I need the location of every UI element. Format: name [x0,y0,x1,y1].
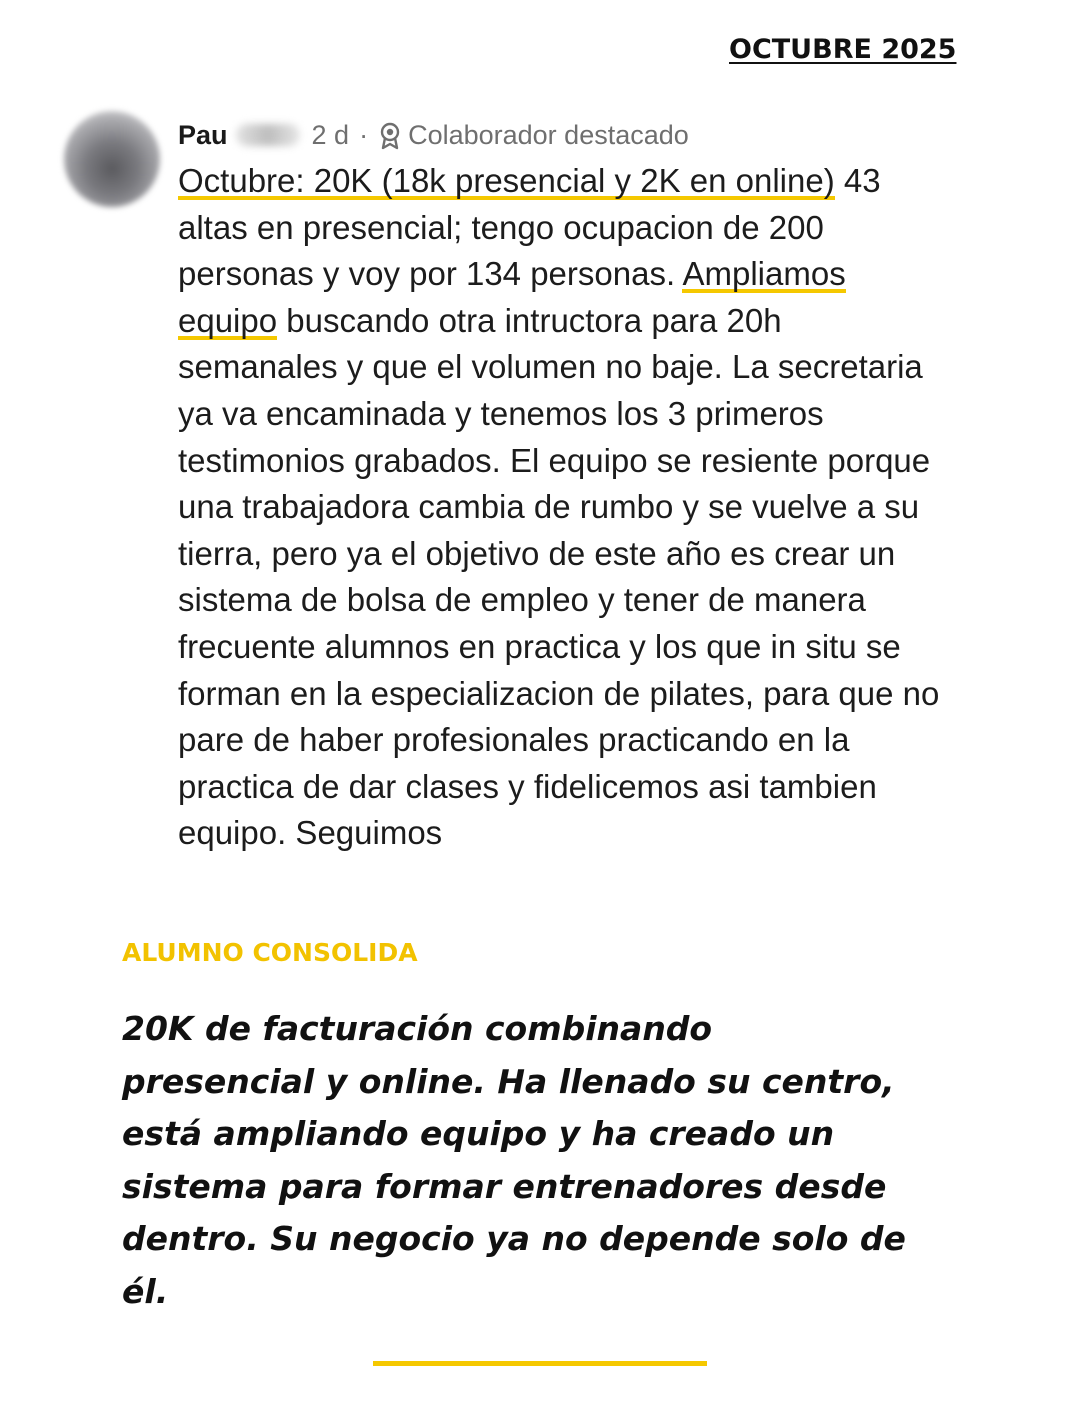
highlighted-text: equipo [178,301,278,339]
badge-label: Colaborador destacado [408,119,689,150]
post-text: practica de dar clases y fidelicemos asi tambien [178,767,877,805]
summary-line: está ampliando equipo y ha creado un [122,1114,835,1153]
post-body-line [178,764,1038,811]
post-body-line [178,344,1038,391]
post-text: 43 [834,162,881,199]
post-body [178,158,1038,857]
post-body-line [178,717,1038,764]
post-text: semanales y que el volumen no baje. La secretaria [178,348,923,386]
post-body-line [178,484,1038,531]
summary-line: dentro. Su negocio ya no depende solo de [122,1219,906,1258]
highlighted-text: Octubre: 20K (18k presencial y 2K en online) [178,162,835,199]
post-text: pare de haber profesionales practicando en la [178,721,850,759]
summary-line: él. [122,1271,169,1311]
bottom-divider [373,1361,707,1366]
post-body-line [178,671,1038,718]
post-body-line [178,577,1038,624]
avatar[interactable] [64,111,160,207]
post-meta [178,116,689,154]
post-text: una trabajadora cambia de rumbo y se vuelve a su [178,488,920,526]
post-body-line [178,531,1038,578]
summary-text [122,1003,972,1318]
post-body-line [178,298,1038,345]
post-text: personas y voy por 134 personas. [178,255,683,293]
date-header: OCTUBRE 2025 [729,34,957,65]
award-ribbon-icon [378,122,402,150]
meta-separator: · [359,119,369,150]
post-text: testimonios grabados. El equipo se resiente porque [178,441,931,479]
post-body-line [178,158,1038,205]
summary-line: sistema para formar entrenadores desde [122,1166,887,1206]
post-text: frecuente alumnos en practica y los que in situ se [178,627,901,665]
post-text: forman en la especializacion de pilates, para que no [178,674,940,712]
highlighted-text: Ampliamos [682,255,846,293]
post-body-line [178,810,1038,857]
post-time[interactable]: 2 d [311,119,350,150]
post-body-line [178,251,1038,298]
post-text: tierra, pero ya el objetivo de este año es crear un [178,534,896,572]
post-body-line [178,205,1038,252]
post-text: equipo. Seguimos [178,814,443,852]
summary-line: 20K de facturación combinando [122,1009,713,1048]
author-surname-blurred [236,124,300,146]
post-text: altas en presencial; tengo ocupacion de 200 [178,208,824,246]
post-text: ya va encaminada y tenemos los 3 primeros [178,394,824,432]
post-body-line [178,438,1038,485]
section-label: ALUMNO CONSOLIDA [122,938,418,967]
post-text: sistema de bolsa de empleo y tener de manera [178,581,866,619]
summary-line: presencial y online. Ha llenado su centro, [122,1061,895,1101]
author-name[interactable]: Pau [178,119,228,150]
post-body-line [178,624,1038,671]
post-body-line [178,391,1038,438]
post-text: buscando otra intructora para 20h [277,301,782,339]
